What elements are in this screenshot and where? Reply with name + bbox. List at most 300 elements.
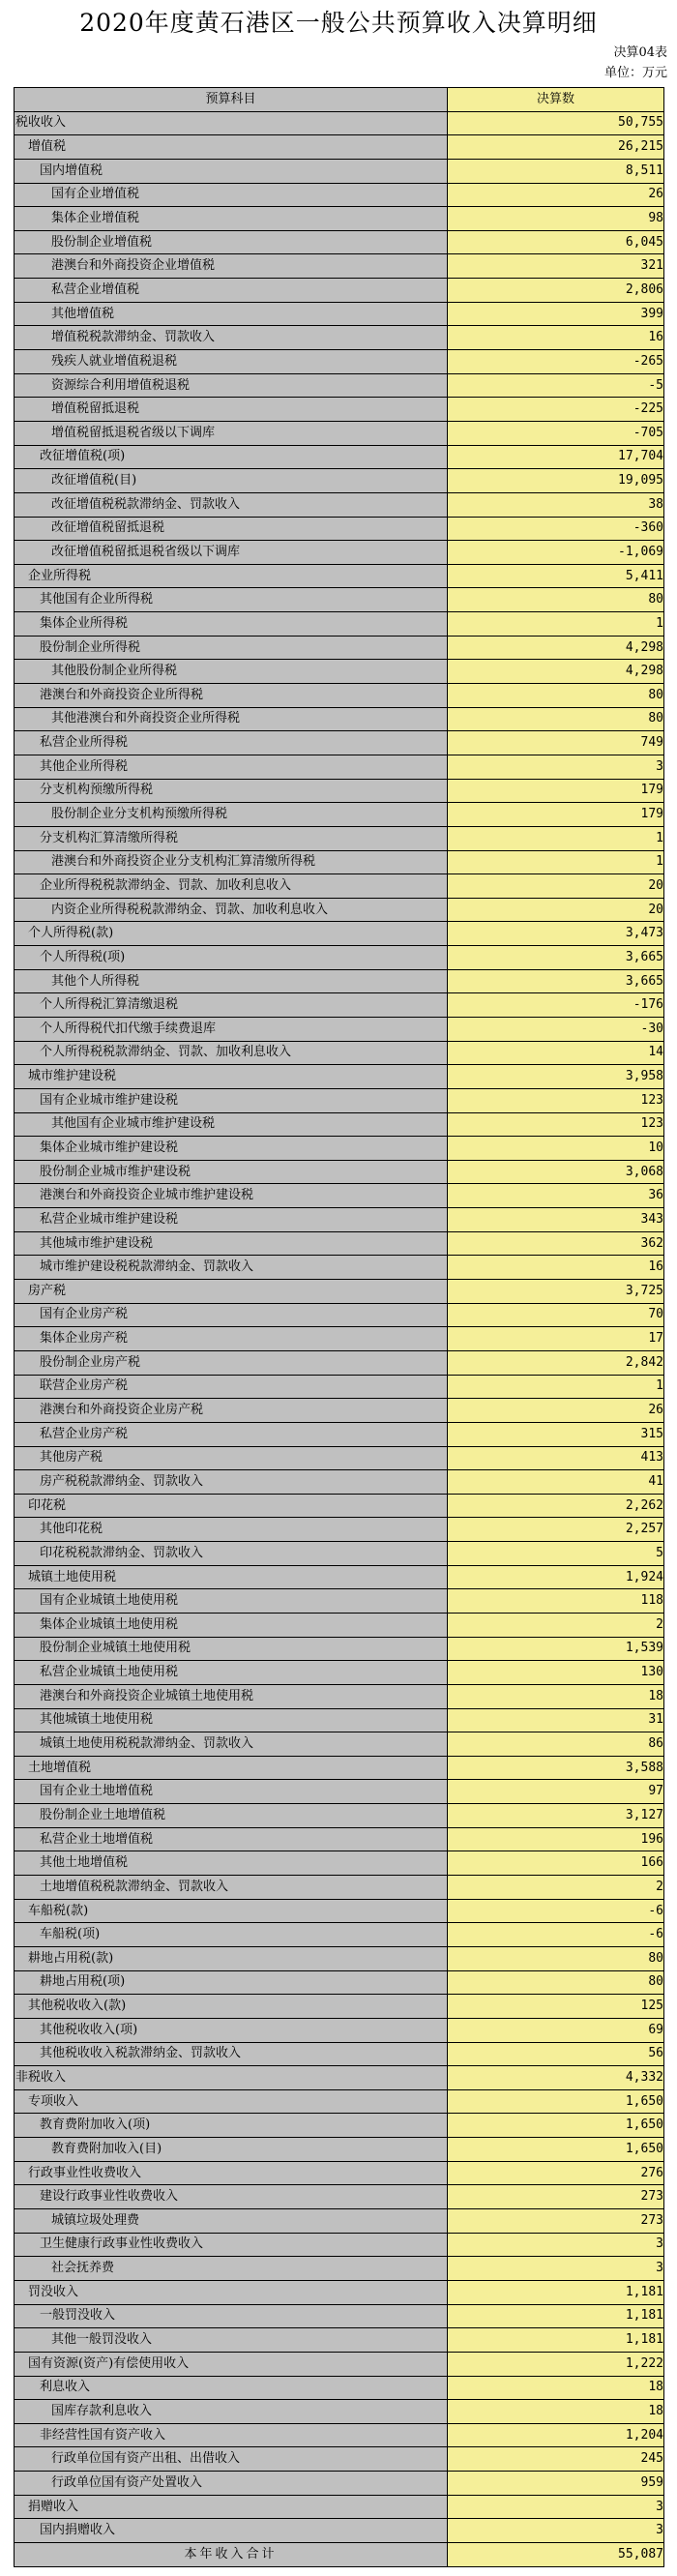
row-subject: 港澳台和外商投资企业增值税 xyxy=(15,254,448,279)
table-row xyxy=(15,612,664,637)
row-subject: 增值税税款滞纳金、罚款收入 xyxy=(15,326,448,350)
row-subject: 城镇土地使用税 xyxy=(15,1565,448,1589)
row-amount: 31 xyxy=(448,1708,664,1732)
table-row xyxy=(15,326,664,350)
row-amount: 3,665 xyxy=(448,969,664,993)
row-amount: 3,665 xyxy=(448,946,664,970)
row-amount: 3,958 xyxy=(448,1065,664,1089)
row-amount: 315 xyxy=(448,1422,664,1446)
row-subject: 改征增值税(项) xyxy=(15,445,448,469)
table-row xyxy=(15,492,664,517)
row-subject: 企业所得税 xyxy=(15,564,448,588)
row-amount: 245 xyxy=(448,2447,664,2472)
row-subject: 改征增值税留抵退税省级以下调库 xyxy=(15,541,448,565)
row-subject: 国有企业增值税 xyxy=(15,183,448,207)
row-amount: 50,755 xyxy=(448,111,664,135)
row-subject: 私营企业房产税 xyxy=(15,1422,448,1446)
table-row xyxy=(15,159,664,183)
table-row xyxy=(15,1876,664,1900)
total-label: 本年收入合计 xyxy=(15,2542,448,2566)
table-row xyxy=(15,1899,664,1923)
row-subject: 罚没收入 xyxy=(15,2280,448,2304)
row-amount: 17 xyxy=(448,1327,664,1351)
table-row xyxy=(15,398,664,422)
row-amount: 4,298 xyxy=(448,660,664,684)
row-subject: 其他城镇土地使用税 xyxy=(15,1708,448,1732)
row-amount: 1,222 xyxy=(448,2352,664,2376)
table-row xyxy=(15,2257,664,2281)
row-amount: 6,045 xyxy=(448,230,664,254)
table-row xyxy=(15,1088,664,1112)
row-amount: 273 xyxy=(448,2185,664,2209)
table-row xyxy=(15,1065,664,1089)
row-amount: 80 xyxy=(448,684,664,708)
row-subject: 集体企业增值税 xyxy=(15,207,448,231)
table-header-row xyxy=(15,88,664,112)
table-row xyxy=(15,1542,664,1566)
row-amount: 273 xyxy=(448,2209,664,2234)
row-subject: 集体企业城镇土地使用税 xyxy=(15,1614,448,1638)
header-amount: 决算数 xyxy=(448,88,664,112)
row-subject: 个人所得税税款滞纳金、罚款、加收利息收入 xyxy=(15,1041,448,1065)
table-row xyxy=(15,1708,664,1732)
row-amount: 26 xyxy=(448,1399,664,1423)
row-subject: 联营企业房产税 xyxy=(15,1375,448,1399)
row-amount: 3 xyxy=(448,2495,664,2519)
row-amount: 362 xyxy=(448,1231,664,1256)
total-value: 55,087 xyxy=(448,2542,664,2566)
row-amount: 80 xyxy=(448,1946,664,1970)
row-subject: 集体企业房产税 xyxy=(15,1327,448,1351)
row-subject: 其他个人所得税 xyxy=(15,969,448,993)
row-subject: 港澳台和外商投资企业分支机构汇算清缴所得税 xyxy=(15,850,448,874)
table-row xyxy=(15,2447,664,2472)
row-amount: 125 xyxy=(448,1995,664,2019)
table-row xyxy=(15,826,664,850)
row-subject: 其他一般罚没收入 xyxy=(15,2328,448,2353)
table-row xyxy=(15,1637,664,1661)
row-subject: 增值税留抵退税 xyxy=(15,398,448,422)
row-subject: 其他企业所得税 xyxy=(15,755,448,779)
row-amount: -1,069 xyxy=(448,541,664,565)
row-subject: 专项收入 xyxy=(15,2089,448,2114)
row-subject: 其他国有企业所得税 xyxy=(15,588,448,612)
row-amount: 69 xyxy=(448,2018,664,2042)
table-row xyxy=(15,803,664,827)
row-amount: 1,650 xyxy=(448,2138,664,2162)
row-amount: 16 xyxy=(448,1256,664,1280)
row-amount: 80 xyxy=(448,1970,664,1995)
row-amount: 179 xyxy=(448,803,664,827)
row-amount: 179 xyxy=(448,779,664,803)
table-row xyxy=(15,2066,664,2090)
row-amount: 5,411 xyxy=(448,564,664,588)
row-subject: 私营企业增值税 xyxy=(15,279,448,303)
row-subject: 行政单位国有资产处置收入 xyxy=(15,2472,448,2496)
row-subject: 内资企业所得税税款滞纳金、罚款、加收利息收入 xyxy=(15,898,448,922)
budget-table xyxy=(14,87,664,2567)
table-row xyxy=(15,2423,664,2447)
row-subject: 城镇土地使用税税款滞纳金、罚款收入 xyxy=(15,1732,448,1757)
table-row xyxy=(15,1017,664,1041)
table-row xyxy=(15,1804,664,1828)
row-amount: 3,725 xyxy=(448,1280,664,1304)
row-subject: 国有企业城市维护建设税 xyxy=(15,1088,448,1112)
row-subject: 私营企业所得税 xyxy=(15,731,448,755)
unit-label: 单位：万元 xyxy=(603,66,667,80)
table-row xyxy=(15,1827,664,1851)
table-row xyxy=(15,230,664,254)
row-subject: 其他税收收入(项) xyxy=(15,2018,448,2042)
table-row xyxy=(15,1112,664,1137)
table-row xyxy=(15,2185,664,2209)
header-subject: 预算科目 xyxy=(15,88,448,112)
table-row xyxy=(15,111,664,135)
table-row xyxy=(15,2018,664,2042)
row-subject: 个人所得税汇算清缴退税 xyxy=(15,993,448,1018)
table-row xyxy=(15,969,664,993)
row-subject: 国有企业土地增值税 xyxy=(15,1780,448,1804)
table-row xyxy=(15,993,664,1018)
row-subject: 改征增值税留抵退税 xyxy=(15,517,448,541)
row-amount: 1 xyxy=(448,850,664,874)
row-subject: 教育费附加收入(目) xyxy=(15,2138,448,2162)
row-subject: 税收收入 xyxy=(15,111,448,135)
row-subject: 分支机构汇算清缴所得税 xyxy=(15,826,448,850)
row-amount: 3,127 xyxy=(448,1804,664,1828)
row-subject: 耕地占用税(款) xyxy=(15,1946,448,1970)
row-subject: 房产税 xyxy=(15,1280,448,1304)
table-row xyxy=(15,1446,664,1470)
table-row xyxy=(15,1565,664,1589)
row-amount: -30 xyxy=(448,1017,664,1041)
row-amount: 70 xyxy=(448,1303,664,1327)
table-row xyxy=(15,421,664,445)
row-amount: 1,181 xyxy=(448,2280,664,2304)
row-subject: 股份制企业城镇土地使用税 xyxy=(15,1637,448,1661)
row-amount: -225 xyxy=(448,398,664,422)
row-amount: 123 xyxy=(448,1088,664,1112)
table-row xyxy=(15,922,664,946)
table-row xyxy=(15,1589,664,1614)
row-amount: 196 xyxy=(448,1827,664,1851)
row-amount: 18 xyxy=(448,2400,664,2424)
table-row xyxy=(15,2400,664,2424)
row-subject: 私营企业城市维护建设税 xyxy=(15,1208,448,1232)
total-row xyxy=(15,2542,664,2566)
row-subject: 港澳台和外商投资企业所得税 xyxy=(15,684,448,708)
table-row xyxy=(15,946,664,970)
table-row xyxy=(15,1327,664,1351)
table-row xyxy=(15,2233,664,2257)
row-subject: 非税收入 xyxy=(15,2066,448,2090)
table-row xyxy=(15,1780,664,1804)
row-amount: 36 xyxy=(448,1184,664,1208)
row-amount: 1,650 xyxy=(448,2114,664,2138)
row-subject: 车船税(项) xyxy=(15,1923,448,1947)
row-amount: 20 xyxy=(448,874,664,899)
table-row xyxy=(15,874,664,899)
row-amount: 38 xyxy=(448,492,664,517)
row-amount: 26,215 xyxy=(448,135,664,160)
row-amount: 2 xyxy=(448,1614,664,1638)
row-amount: 1 xyxy=(448,612,664,637)
table-row xyxy=(15,1422,664,1446)
table-row xyxy=(15,1375,664,1399)
row-subject: 城市维护建设税税款滞纳金、罚款收入 xyxy=(15,1256,448,1280)
table-row xyxy=(15,755,664,779)
table-row xyxy=(15,2495,664,2519)
row-subject: 行政单位国有资产出租、出借收入 xyxy=(15,2447,448,2472)
table-row xyxy=(15,1208,664,1232)
row-subject: 土地增值税税款滞纳金、罚款收入 xyxy=(15,1876,448,1900)
row-subject: 其他印花税 xyxy=(15,1518,448,1542)
table-row xyxy=(15,850,664,874)
row-subject: 私营企业城镇土地使用税 xyxy=(15,1661,448,1685)
table-body xyxy=(15,111,664,2542)
row-subject: 股份制企业土地增值税 xyxy=(15,1804,448,1828)
row-amount: 14 xyxy=(448,1041,664,1065)
row-subject: 卫生健康行政事业性收费收入 xyxy=(15,2233,448,2257)
row-subject: 国有企业城镇土地使用税 xyxy=(15,1589,448,1614)
table-row xyxy=(15,1280,664,1304)
row-subject: 其他土地增值税 xyxy=(15,1851,448,1876)
row-amount: 276 xyxy=(448,2161,664,2185)
table-row xyxy=(15,1732,664,1757)
row-subject: 增值税留抵退税省级以下调库 xyxy=(15,421,448,445)
row-amount: 343 xyxy=(448,1208,664,1232)
row-subject: 股份制企业增值税 xyxy=(15,230,448,254)
row-subject: 国有资源(资产)有偿使用收入 xyxy=(15,2352,448,2376)
row-amount: 98 xyxy=(448,207,664,231)
table-row xyxy=(15,1995,664,2019)
row-amount: 4,332 xyxy=(448,2066,664,2090)
row-subject: 个人所得税代扣代缴手续费退库 xyxy=(15,1017,448,1041)
row-subject: 残疾人就业增值税退税 xyxy=(15,350,448,374)
table-row xyxy=(15,707,664,731)
row-subject: 教育费附加收入(项) xyxy=(15,2114,448,2138)
table-row xyxy=(15,1970,664,1995)
row-subject: 其他税收收入(款) xyxy=(15,1995,448,2019)
table-row xyxy=(15,302,664,326)
table-row xyxy=(15,2328,664,2353)
row-amount: 56 xyxy=(448,2042,664,2066)
row-amount: -265 xyxy=(448,350,664,374)
row-amount: 2,842 xyxy=(448,1350,664,1375)
row-amount: -705 xyxy=(448,421,664,445)
table-row xyxy=(15,731,664,755)
row-amount: 19,095 xyxy=(448,469,664,493)
row-subject: 其他港澳台和外商投资企业所得税 xyxy=(15,707,448,731)
row-subject: 增值税 xyxy=(15,135,448,160)
row-subject: 非经营性国有资产收入 xyxy=(15,2423,448,2447)
row-amount: 41 xyxy=(448,1470,664,1495)
row-amount: 17,704 xyxy=(448,445,664,469)
row-amount: 86 xyxy=(448,1732,664,1757)
row-subject: 个人所得税(项) xyxy=(15,946,448,970)
row-subject: 港澳台和外商投资企业城市维护建设税 xyxy=(15,1184,448,1208)
row-amount: -5 xyxy=(448,373,664,398)
row-amount: 10 xyxy=(448,1137,664,1161)
row-amount: 1,539 xyxy=(448,1637,664,1661)
row-subject: 港澳台和外商投资企业城镇土地使用税 xyxy=(15,1684,448,1708)
table-row xyxy=(15,1399,664,1423)
row-subject: 国内增值税 xyxy=(15,159,448,183)
table-row xyxy=(15,2209,664,2234)
table-row xyxy=(15,1614,664,1638)
table-row xyxy=(15,636,664,660)
row-amount: 3,588 xyxy=(448,1756,664,1780)
row-subject: 集体企业所得税 xyxy=(15,612,448,637)
table-row xyxy=(15,350,664,374)
row-amount: 1,650 xyxy=(448,2089,664,2114)
row-subject: 捐赠收入 xyxy=(15,2495,448,2519)
row-subject: 城镇垃圾处理费 xyxy=(15,2209,448,2234)
row-amount: 130 xyxy=(448,1661,664,1685)
row-amount: 1,181 xyxy=(448,2328,664,2353)
row-subject: 其他税收收入税款滞纳金、罚款收入 xyxy=(15,2042,448,2066)
row-subject: 股份制企业所得税 xyxy=(15,636,448,660)
table-code: 决算04表 xyxy=(613,45,667,60)
table-row xyxy=(15,684,664,708)
row-subject: 房产税税款滞纳金、罚款收入 xyxy=(15,1470,448,1495)
table-row xyxy=(15,2114,664,2138)
row-amount: 749 xyxy=(448,731,664,755)
table-row xyxy=(15,1303,664,1327)
row-subject: 耕地占用税(项) xyxy=(15,1970,448,1995)
row-subject: 股份制企业房产税 xyxy=(15,1350,448,1375)
row-subject: 行政事业性收费收入 xyxy=(15,2161,448,2185)
row-subject: 土地增值税 xyxy=(15,1756,448,1780)
row-amount: 2,257 xyxy=(448,1518,664,1542)
row-subject: 印花税税款滞纳金、罚款收入 xyxy=(15,1542,448,1566)
row-amount: -176 xyxy=(448,993,664,1018)
table-row xyxy=(15,2352,664,2376)
row-amount: 20 xyxy=(448,898,664,922)
row-amount: 4,298 xyxy=(448,636,664,660)
table-row xyxy=(15,1661,664,1685)
table-row xyxy=(15,1851,664,1876)
row-subject: 分支机构预缴所得税 xyxy=(15,779,448,803)
row-amount: -6 xyxy=(448,1923,664,1947)
row-subject: 社会抚养费 xyxy=(15,2257,448,2281)
table-row xyxy=(15,2376,664,2400)
row-subject: 资源综合利用增值税退税 xyxy=(15,373,448,398)
table-row xyxy=(15,2161,664,2185)
row-subject: 港澳台和外商投资企业房产税 xyxy=(15,1399,448,1423)
row-amount: 18 xyxy=(448,1684,664,1708)
row-amount: 399 xyxy=(448,302,664,326)
table-row xyxy=(15,1160,664,1184)
row-subject: 其他国有企业城市维护建设税 xyxy=(15,1112,448,1137)
row-subject: 私营企业土地增值税 xyxy=(15,1827,448,1851)
row-subject: 改征增值税税款滞纳金、罚款收入 xyxy=(15,492,448,517)
table-row xyxy=(15,2304,664,2328)
row-amount: 1,204 xyxy=(448,2423,664,2447)
row-amount: 3 xyxy=(448,2233,664,2257)
row-amount: 1 xyxy=(448,826,664,850)
row-subject: 车船税(款) xyxy=(15,1899,448,1923)
row-amount: 80 xyxy=(448,707,664,731)
table-row xyxy=(15,898,664,922)
table-row xyxy=(15,517,664,541)
table-row xyxy=(15,445,664,469)
row-amount: 97 xyxy=(448,1780,664,1804)
table-row xyxy=(15,2042,664,2066)
row-amount: 3 xyxy=(448,2257,664,2281)
row-subject: 改征增值税(目) xyxy=(15,469,448,493)
table-row xyxy=(15,1041,664,1065)
table-row xyxy=(15,660,664,684)
row-subject: 股份制企业分支机构预缴所得税 xyxy=(15,803,448,827)
table-row xyxy=(15,2472,664,2496)
row-subject: 个人所得税(款) xyxy=(15,922,448,946)
row-subject: 建设行政事业性收费收入 xyxy=(15,2185,448,2209)
row-amount: 18 xyxy=(448,2376,664,2400)
row-subject: 其他城市维护建设税 xyxy=(15,1231,448,1256)
row-amount: 118 xyxy=(448,1589,664,1614)
row-subject: 印花税 xyxy=(15,1494,448,1518)
table-row xyxy=(15,373,664,398)
row-amount: 2,262 xyxy=(448,1494,664,1518)
row-amount: 3,473 xyxy=(448,922,664,946)
table-row xyxy=(15,1256,664,1280)
row-amount: 16 xyxy=(448,326,664,350)
row-subject: 国库存款利息收入 xyxy=(15,2400,448,2424)
row-amount: 1,924 xyxy=(448,1565,664,1589)
table-row xyxy=(15,2519,664,2543)
row-amount: 959 xyxy=(448,2472,664,2496)
row-subject: 城市维护建设税 xyxy=(15,1065,448,1089)
table-row xyxy=(15,1470,664,1495)
table-row xyxy=(15,135,664,160)
row-amount: -360 xyxy=(448,517,664,541)
row-amount: 80 xyxy=(448,588,664,612)
table-row xyxy=(15,1350,664,1375)
table-row xyxy=(15,1923,664,1947)
row-subject: 其他房产税 xyxy=(15,1446,448,1470)
table-row xyxy=(15,1756,664,1780)
table-row xyxy=(15,469,664,493)
row-subject: 其他增值税 xyxy=(15,302,448,326)
row-amount: 3,068 xyxy=(448,1160,664,1184)
row-amount: 26 xyxy=(448,183,664,207)
row-amount: 2 xyxy=(448,1876,664,1900)
table-row xyxy=(15,1946,664,1970)
row-amount: 3 xyxy=(448,755,664,779)
table-row xyxy=(15,779,664,803)
table-row xyxy=(15,2138,664,2162)
page-title: 2020年度黄石港区一般公共预算收入决算明细 xyxy=(79,9,598,37)
row-subject: 股份制企业城市维护建设税 xyxy=(15,1160,448,1184)
row-amount: 321 xyxy=(448,254,664,279)
row-subject: 一般罚没收入 xyxy=(15,2304,448,2328)
table-row xyxy=(15,2280,664,2304)
table-row xyxy=(15,207,664,231)
table-row xyxy=(15,541,664,565)
table-row xyxy=(15,2089,664,2114)
row-subject: 企业所得税税款滞纳金、罚款、加收利息收入 xyxy=(15,874,448,899)
row-subject: 国内捐赠收入 xyxy=(15,2519,448,2543)
row-subject: 集体企业城市维护建设税 xyxy=(15,1137,448,1161)
table-row xyxy=(15,1137,664,1161)
row-amount: 123 xyxy=(448,1112,664,1137)
table-row xyxy=(15,279,664,303)
row-amount: 413 xyxy=(448,1446,664,1470)
row-amount: 1 xyxy=(448,1375,664,1399)
row-amount: 166 xyxy=(448,1851,664,1876)
table-row xyxy=(15,183,664,207)
